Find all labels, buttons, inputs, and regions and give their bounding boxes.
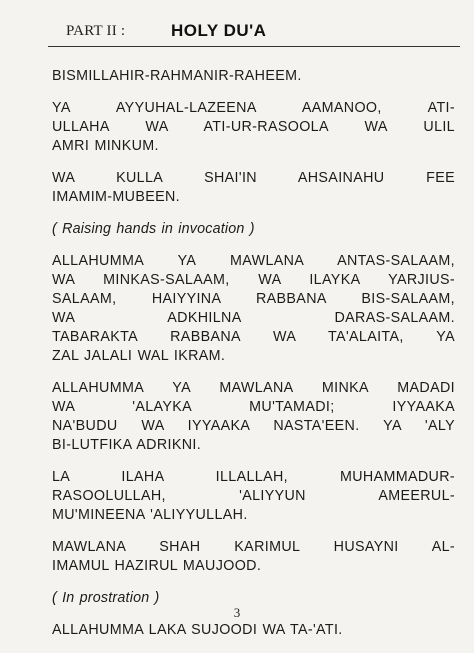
section-title: HOLY DU'A	[171, 21, 267, 40]
dua-text-body	[52, 67, 455, 653]
text-line: ALLAHUMMA LAKA SUJOODI WA TA-'ATI.	[52, 622, 343, 638]
text-line: RASOOLULLAH, 'ALIYYUN AMEERUL-	[52, 488, 455, 504]
dua-paragraph	[52, 252, 455, 366]
dua-paragraph	[52, 67, 455, 86]
text-line: LA ILAHA ILLALLAH, MUHAMMADUR-	[52, 469, 455, 485]
text-line: ALLAHUMMA YA MAWLANA MINKA MADADI	[52, 380, 455, 396]
text-line: BISMILLAHIR-RAHMANIR-RAHEEM.	[52, 68, 302, 84]
page-header	[48, 21, 448, 45]
text-line: TABARAKTA RABBANA WA TA'ALAITA, YA	[52, 329, 455, 345]
instruction-note	[52, 220, 455, 239]
text-line: IMAMUL HAZIRUL MAUJOOD.	[52, 558, 262, 574]
text-line: MAWLANA SHAH KARIMUL HUSAYNI AL-	[52, 539, 455, 555]
text-line: ALLAHUMMA YA MAWLANA ANTAS-SALAAM,	[52, 253, 455, 269]
text-line: YA AYYUHAL-LAZEENA AAMANOO, ATI-	[52, 100, 455, 116]
text-line: WA MINKAS-SALAAM, WA ILAYKA YARJIUS-	[52, 272, 455, 288]
page-number: 3	[233, 605, 241, 620]
dua-paragraph	[52, 379, 455, 455]
dua-paragraph	[52, 621, 455, 640]
text-line: WA KULLA SHAI'IN AHSAINAHU FEE	[52, 170, 455, 186]
text-line: WA ADKHILNA DARAS-SALAAM.	[52, 310, 455, 326]
text-line: NA'BUDU WA IYYAAKA NASTA'EEN. YA 'ALY	[52, 418, 455, 434]
dua-paragraph	[52, 468, 455, 525]
header-divider	[48, 46, 460, 47]
text-line: ( Raising hands in invocation )	[52, 221, 255, 237]
part-label: PART II :	[66, 23, 126, 39]
text-line: IMAMIM-MUBEEN.	[52, 189, 181, 205]
dua-paragraph	[52, 538, 455, 576]
text-line: WA 'ALAYKA MU'TAMADI; IYYAAKA	[52, 399, 455, 415]
text-line: MU'MINEENA 'ALIYYULLAH.	[52, 507, 248, 523]
text-line: ULLAHA WA ATI-UR-RASOOLA WA ULIL	[52, 119, 455, 135]
text-line: BI-LUTFIKA ADRIKNI.	[52, 437, 202, 453]
dua-paragraph	[52, 99, 455, 156]
dua-paragraph	[52, 169, 455, 207]
text-line: SALAAM, HAIYYINA RABBANA BIS-SALAAM,	[52, 291, 455, 307]
text-line: ZAL JALALI WAL IKRAM.	[52, 348, 226, 364]
text-line: AMRI MINKUM.	[52, 138, 159, 154]
text-line: ( In prostration )	[52, 590, 160, 606]
